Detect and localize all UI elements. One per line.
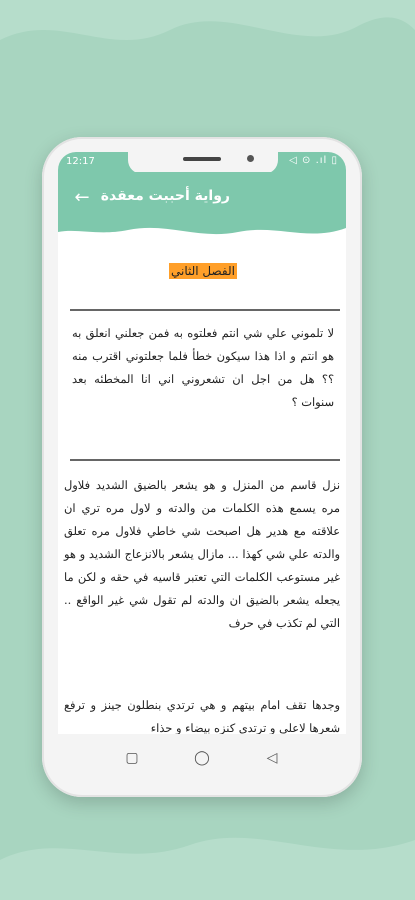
app-title: رواية أحببت معقدة — [100, 188, 230, 204]
back-arrow-icon[interactable]: ← — [74, 187, 90, 208]
home-icon[interactable]: ◯ — [194, 750, 210, 766]
recent-apps-icon[interactable]: ▢ — [125, 750, 139, 766]
paragraph: نزل قاسم من المنزل و هو يشعر بالضيق الشديد فلاول مره يسمع هذه الكلمات من والدته و لاول مره تري ان علاقته مع هدير هل اصبحت شي خاطي فلاول مره تعلق والدته علي شي كهذا ... مازال يشعر بالانزعاج الشديد و هو غير مستوعب الكلمات التي تعتبر قاسيه في حقه و لكن ما يجعله يشعر بالضيق ان والدته لم تقول شي غير الواقع .. التي لم تكذب في حرف — [64, 478, 340, 630]
speaker-icon — [183, 157, 221, 161]
back-icon[interactable]: ◁ — [266, 750, 278, 766]
divider — [70, 459, 340, 461]
divider — [70, 309, 340, 311]
navigation-bar — [58, 734, 346, 782]
app-header — [58, 172, 346, 246]
header-wave — [58, 172, 346, 246]
status-time: 12:17 — [66, 156, 95, 167]
phone-screen — [58, 152, 346, 734]
chapter-content[interactable] — [58, 246, 346, 734]
camera-icon — [247, 155, 254, 162]
phone-notch — [128, 152, 278, 174]
chapter-label: الفصل الثاني — [171, 264, 235, 278]
status-icons: ◁ ⊙ .ıl ▯ — [289, 155, 338, 166]
paragraph: وجدها تقف امام بيتهم و هي ترتدي بنطلون جينز و ترفع شعرها لاعلي و ترتدي كنزه بيضاء و حذاء — [64, 698, 340, 734]
paragraph: لا تلموني علي شي انتم فعلتوه به فمن جعلني انعلق به هو انتم و اذا هذا سيكون خطأ فلما جعلتوني اقترب منه ؟؟ هل من اجل ان تشعروني اني انا المخطئه بعد سنوات ؟ — [72, 326, 334, 409]
chapter-heading — [168, 260, 238, 279]
